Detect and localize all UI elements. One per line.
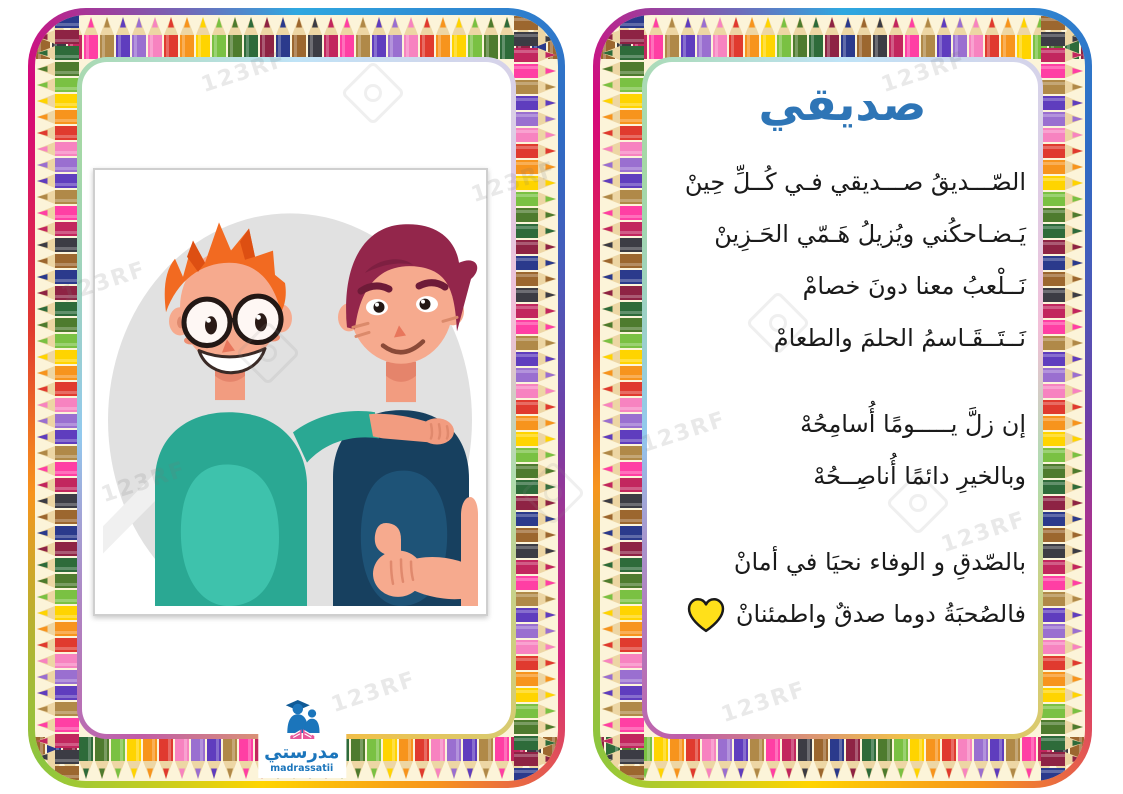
poem-line: يَـضـاحكُني ويُزيلُ هَـمّي الحَـزِينْ: [714, 220, 1026, 248]
inner-frame: [642, 57, 1043, 739]
heart-shape: [689, 599, 723, 631]
inner-frame: [77, 57, 516, 739]
pencil-border-band: [35, 15, 558, 781]
poem-line: إن زلَّ يـــــومًا أُسامِحُهْ: [800, 410, 1026, 438]
logo-latin-name: madrassatii: [270, 763, 334, 774]
poem-line: بالصّدقِ و الوفاء نحيَا في أمانْ: [733, 548, 1026, 576]
poem: [647, 156, 1038, 640]
page-title: صديقي: [758, 77, 927, 131]
friends-picture: [93, 168, 488, 616]
madrassatii-logo: [258, 694, 346, 778]
poem-line: نَــلْعبُ معنا دونَ خصامْ: [802, 272, 1026, 300]
reading-students-icon: [279, 697, 325, 739]
poem-last-line: [653, 588, 1026, 640]
yellow-heart-icon: [686, 597, 726, 634]
poem-line: نَــتَــقَـاسمُ الحلمَ والطعامْ: [773, 324, 1026, 352]
right-page-content: [647, 62, 1038, 734]
poem-line: وبالخيرِ دائمًا أُناصِــحُهْ: [813, 462, 1026, 490]
poem-line: الصّـــديقُ صـــديقي فـي كُــلِّ حِينْ: [684, 168, 1026, 196]
flashcard-page-image: [28, 8, 565, 788]
flashcard-page-poem: [593, 8, 1092, 788]
poem-line-text: فالصُحبَةُ دوما صدقٌ واطمئنانْ: [735, 600, 1026, 628]
logo-arabic-name: مدرستي: [264, 742, 340, 763]
left-page-content: [82, 62, 511, 734]
two-boys-illustration-icon: [103, 178, 478, 606]
pencil-border-band: [600, 15, 1085, 781]
